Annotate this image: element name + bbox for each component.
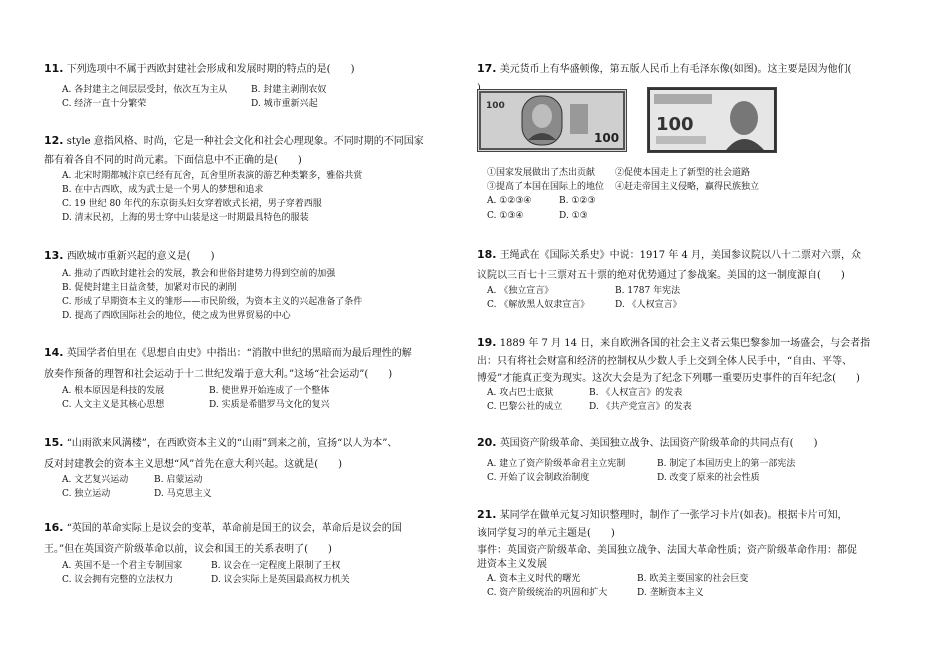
option-a[interactable]: A. 英国不是一个君主专制国家	[62, 561, 183, 571]
option-c[interactable]: C. 经济一直十分繁荣	[62, 99, 147, 109]
option-b[interactable]: B. 启蒙运动	[154, 475, 203, 485]
question-stem: 18. 王绳武在《国际关系史》中说：1917 年 4 月，美国参议院以八十二票对六票，众	[477, 248, 862, 261]
option-c[interactable]: C. 《解放黑人奴隶宣言》	[487, 300, 590, 310]
option-b[interactable]: B. 使世界开始连成了一个整体	[209, 386, 330, 396]
question-number: 12.	[44, 134, 64, 147]
statement-3: ③提高了本国在国际上的地位	[487, 182, 605, 192]
question-stem-cont: 都有着各自不同的时尚元素。下面信息中不正确的是( )	[44, 155, 302, 166]
svg-text:100: 100	[656, 114, 694, 135]
option-d[interactable]: D. ①③	[559, 211, 588, 221]
option-d[interactable]: D. 城市重新兴起	[251, 99, 318, 109]
option-c[interactable]: C. ①③④	[487, 211, 524, 221]
question-stem-cont: 出：只有将社会财富和经济的控制权从少数人手上交到全体人民手中，“自由、平等、	[477, 356, 853, 367]
question-number: 21.	[477, 508, 497, 521]
option-d[interactable]: D. 实质是希腊罗马文化的复兴	[209, 400, 330, 410]
option-a[interactable]: A. 各封建主之间层层受封，依次互为主从	[62, 85, 228, 95]
option-a[interactable]: A. 建立了资产阶级革命君主立宪制	[487, 459, 626, 469]
question-number: 17.	[477, 62, 497, 75]
svg-text:100: 100	[486, 101, 505, 111]
question-number: 18.	[477, 248, 497, 261]
question-stem: 13. 西欧城市重新兴起的意义是( )	[44, 249, 215, 262]
option-d[interactable]: D. 清末民初，上海的男士穿中山装是这一时期最具特色的服装	[62, 213, 309, 223]
question-number: 16.	[44, 521, 64, 534]
question-stem-cont: 博爱”才能真正变为现实。这次大会是为了纪念下列哪一重要历史事件的百年纪念( )	[477, 373, 860, 384]
question-stem: 12. style 意指风格、时尚，它是一种社会文化和社会心理现象。不同时期的不同国家	[44, 134, 424, 147]
option-c[interactable]: C. 形成了早期资本主义的雏形——市民阶级，为资本主义的兴起准备了条件	[62, 297, 363, 307]
question-number: 14.	[44, 346, 64, 359]
option-d[interactable]: D. 议会实际上是英国最高权力机关	[211, 575, 350, 585]
rmb-note-graphic	[648, 88, 776, 152]
question-stem: 15. “山雨欲来风满楼”，在西欧资本主义的“山雨”到来之前，宣扬“以人为本”、	[44, 436, 398, 449]
option-b[interactable]: B. 《人权宣言》的发表	[589, 388, 683, 398]
question-stem-cont: 该同学复习的单元主题是( )	[477, 528, 615, 539]
option-b[interactable]: B. 在中古西欧，成为武士是一个男人的梦想和追求	[62, 185, 264, 195]
option-d[interactable]: D. 改变了原来的社会性质	[657, 473, 760, 483]
option-c[interactable]: C. 巴黎公社的成立	[487, 402, 563, 412]
statement-4: ④赶走帝国主义侵略，赢得民族独立	[615, 182, 760, 192]
option-c[interactable]: C. 资产阶级统治的巩固和扩大	[487, 588, 608, 598]
question-stem: 11. 下列选项中不属于西欧封建社会形成和发展时期的特点的是( )	[44, 62, 355, 75]
option-b[interactable]: B. 制定了本国历史上的第一部宪法	[657, 459, 796, 469]
question-stem-cont: 议院以三百七十三票对五十票的绝对优势通过了参战案。美国的这一制度源自( )	[477, 270, 845, 281]
question-stem-cont: 放奏作预备的理智和社会运动于十二世纪发端于意大利。”这场“社会运动”( )	[44, 369, 393, 380]
question-number: 11.	[44, 62, 64, 75]
question-stem-cont: 事件：英国资产阶级革命、美国独立战争、法国大革命性质；资产阶级革命作用：都促	[477, 545, 857, 556]
option-a[interactable]: A. 攻占巴士底狱	[487, 388, 554, 398]
option-c[interactable]: C. 19 世纪 80 年代的东京街头妇女穿着欧式长裙，男子穿着西服	[62, 199, 322, 209]
question-stem: 17. 美元货币上有华盛顿像，第五版人民币上有毛泽东像(如图)。这主要是因为他们(	[477, 62, 852, 75]
option-a[interactable]: A. 北宋时期都城汴京已经有瓦舍，瓦舍里所表演的游艺种类繁多，雅俗共赏	[62, 171, 363, 181]
statement-2: ②促使本国走上了新型的社会道路	[615, 168, 751, 178]
option-b[interactable]: B. 封建主剥削农奴	[251, 85, 327, 95]
option-c[interactable]: C. 独立运动	[62, 489, 111, 499]
question-number: 15.	[44, 436, 64, 449]
rmb-note-image	[647, 87, 777, 153]
us-dollar-image	[477, 89, 627, 152]
option-c[interactable]: C. 人文主义是其核心思想	[62, 400, 165, 410]
option-b[interactable]: B. 议会在一定程度上限制了王权	[211, 561, 341, 571]
option-b[interactable]: B. 欧美主要国家的社会巨变	[637, 574, 749, 584]
question-stem-cont: 进资本主义发展	[477, 559, 547, 570]
question-stem-cont: 反对封建教会的资本主义思想“风”首先在意大利兴起。这就是( )	[44, 459, 343, 470]
option-a[interactable]: A. 文艺复兴运动	[62, 475, 129, 485]
option-c[interactable]: C. 议会拥有完整的立法权力	[62, 575, 174, 585]
question-number: 13.	[44, 249, 64, 262]
question-stem: 19. 1889 年 7 月 14 日，来自欧洲各国的社会主义者云集巴黎参加一场盛会，与会者指	[477, 336, 871, 349]
option-b[interactable]: B. ①②③	[559, 196, 596, 206]
statement-1: ①国家发展做出了杰出贡献	[487, 168, 596, 178]
option-a[interactable]: A. 《独立宣言》	[487, 286, 554, 296]
option-d[interactable]: D. 垄断资本主义	[637, 588, 704, 598]
option-d[interactable]: D. 马克思主义	[154, 489, 212, 499]
option-c[interactable]: C. 开始了议会制政治制度	[487, 473, 590, 483]
option-a[interactable]: A. 根本原因是科技的发展	[62, 386, 165, 396]
svg-text:100: 100	[594, 131, 620, 145]
option-a[interactable]: A. 推动了西欧封建社会的发展，教会和世俗封建势力得到空前的加强	[62, 269, 336, 279]
option-b[interactable]: B. 1787 年宪法	[615, 286, 681, 296]
option-a[interactable]: A. ①②③④	[487, 196, 532, 206]
question-stem: 21. 某同学在做单元复习知识整理时，制作了一张学习卡片(如表)。根据卡片可知，	[477, 508, 848, 521]
option-b[interactable]: B. 促使封建主日益贪婪，加紧对市民的剥削	[62, 283, 237, 293]
option-d[interactable]: D. 提高了西欧国际社会的地位，使之成为世界贸易的中心	[62, 311, 291, 321]
question-stem-cont: 王。”但在英国资产阶级革命以前，议会和国王的关系表明了( )	[44, 544, 332, 555]
question-number: 20.	[477, 436, 497, 449]
option-a[interactable]: A. 资本主义时代的曙光	[487, 574, 581, 584]
question-stem: 16. “英国的革命实际上是议会的变革，革命前是国王的议会，革命后是议会的国	[44, 521, 402, 534]
option-d[interactable]: D. 《共产党宣言》的发表	[589, 402, 692, 412]
question-stem: 14. 英国学者伯里在《思想自由史》中指出：“消散中世纪的黑暗而为最后理性的解	[44, 346, 412, 359]
option-d[interactable]: D. 《人权宣言》	[615, 300, 682, 310]
dollar-bill-graphic	[478, 90, 626, 151]
question-number: 19.	[477, 336, 497, 349]
question-stem: 20. 英国资产阶级革命、美国独立战争、法国资产阶级革命的共同点有( )	[477, 436, 818, 449]
